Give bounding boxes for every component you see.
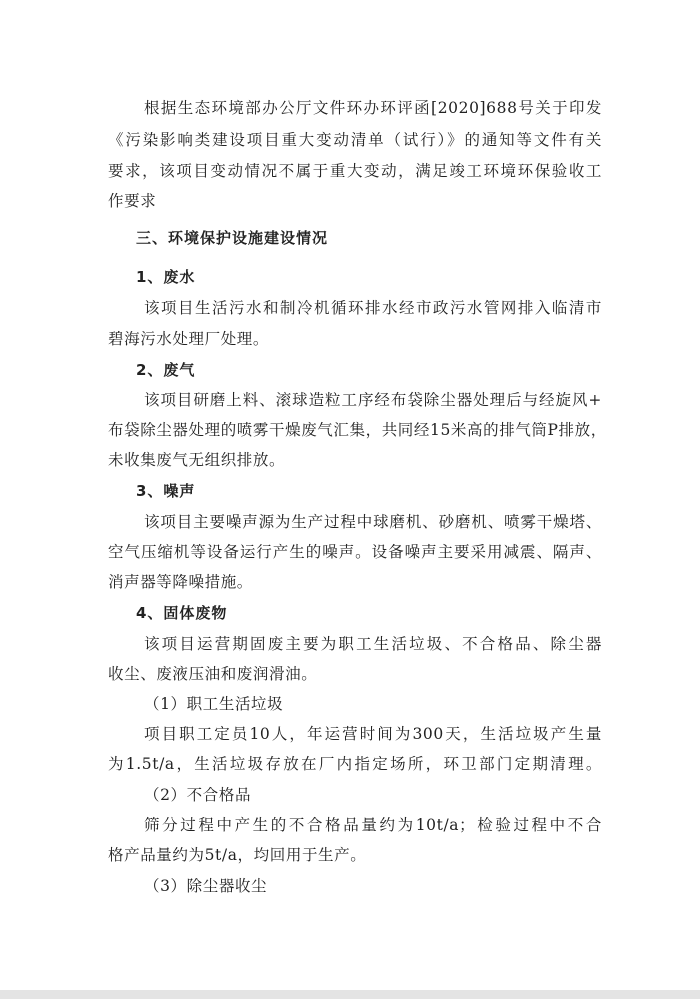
intro-line-3: 要求，该项目变动情况不属于重大变动，满足竣工环境环保验收工 xyxy=(108,162,602,180)
intro-line-1: 根据生态环境部办公厅文件环办环评函[2020]688号关于印发 xyxy=(144,99,602,117)
solid-waste-line-1: 该项目运营期固废主要为职工生活垃圾、不合格品、除尘器 xyxy=(144,635,602,653)
wastewater-line-1: 该项目生活污水和制冷机循环排水经市政污水管网排入临清市 xyxy=(144,299,602,317)
item-2-line-1: 筛分过程中产生的不合格品量约为10t/a；检验过程中不合 xyxy=(144,816,602,834)
item-2-label: （2）不合格品 xyxy=(144,786,252,804)
item-3-label: （3）除尘器收尘 xyxy=(144,877,268,895)
solid-waste-line-2: 收尘、废液压油和废润滑油。 xyxy=(108,665,318,683)
item-1-line-1: 项目职工定员10人，年运营时间为300天，生活垃圾产生量 xyxy=(144,725,602,743)
exhaust-line-2: 布袋除尘器处理的喷雾干燥废气汇集，共同经15米高的排气筒P排放， xyxy=(108,421,607,439)
noise-heading: 3、噪声 xyxy=(136,482,196,500)
intro-line-4: 作要求 xyxy=(108,192,157,210)
wastewater-heading: 1、废水 xyxy=(136,268,196,286)
noise-line-2: 空气压缩机等设备运行产生的噪声。设备噪声主要采用减震、隔声、 xyxy=(108,543,602,561)
exhaust-heading: 2、废气 xyxy=(136,361,196,379)
exhaust-line-1: 该项目研磨上料、滚球造粒工序经布袋除尘器处理后与经旋风+ xyxy=(144,391,602,409)
item-2-line-2: 格产品量约为5t/a，均回用于生产。 xyxy=(108,846,367,864)
exhaust-line-3: 未收集废气无组织排放。 xyxy=(108,451,286,469)
noise-line-3: 消声器等降噪措施。 xyxy=(108,573,253,591)
page-bottom-edge xyxy=(0,990,700,999)
section-title: 三、环境保护设施建设情况 xyxy=(136,229,329,247)
item-1-line-2: 为1.5t/a，生活垃圾存放在厂内指定场所，环卫部门定期清理。 xyxy=(108,755,602,773)
item-1-label: （1）职工生活垃圾 xyxy=(144,695,284,713)
noise-line-1: 该项目主要噪声源为生产过程中球磨机、砂磨机、喷雾干燥塔、 xyxy=(144,513,602,531)
intro-line-2: 《污染影响类建设项目重大变动清单（试行）》的通知等文件有关 xyxy=(108,131,602,149)
wastewater-line-2: 碧海污水处理厂处理。 xyxy=(108,330,270,348)
solid-waste-heading: 4、固体废物 xyxy=(136,604,228,622)
